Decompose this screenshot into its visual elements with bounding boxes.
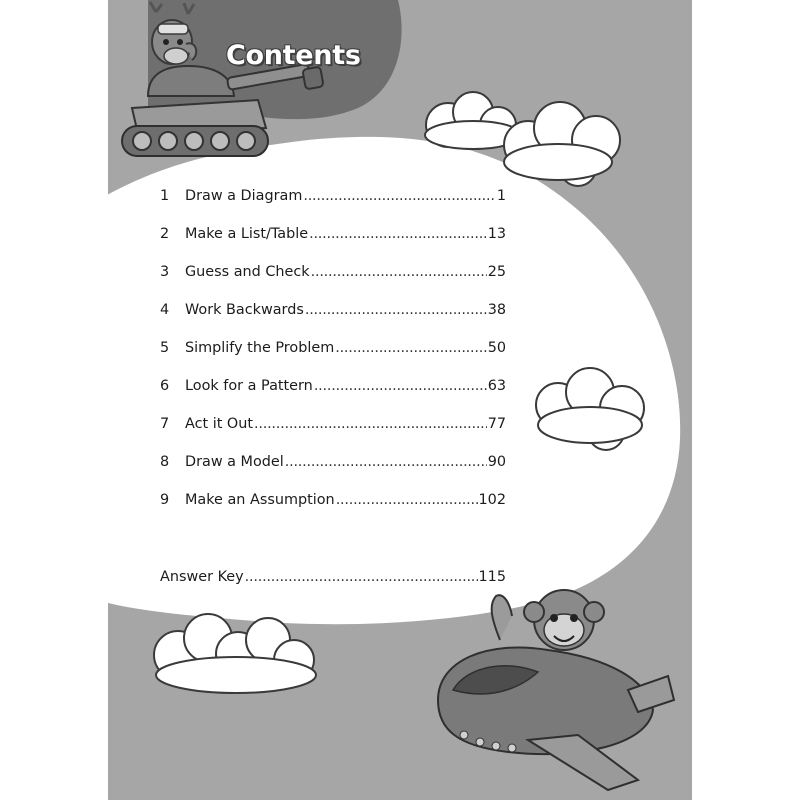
- monkey-in-airplane-icon: [438, 590, 674, 790]
- dot-leader: [245, 569, 478, 585]
- toc-page-number: 90: [487, 454, 506, 470]
- toc-label: Make a List/Table: [185, 226, 309, 242]
- dot-leader: [336, 492, 478, 508]
- toc-label: Work Backwards: [185, 302, 304, 318]
- toc-number: 8: [160, 454, 170, 470]
- dot-leader: [285, 454, 487, 470]
- toc-number: 1: [160, 188, 170, 204]
- toc-entry[interactable]: [160, 264, 506, 302]
- dot-leader: [309, 226, 487, 242]
- toc-number: 4: [160, 302, 170, 318]
- toc-page-number: 25: [487, 264, 506, 280]
- toc-page-number: 38: [487, 302, 506, 318]
- toc-label: Guess and Check: [185, 264, 310, 280]
- toc-entry[interactable]: [160, 226, 506, 264]
- toc-entry[interactable]: [160, 416, 506, 454]
- answer-key-label: Answer Key: [160, 569, 244, 585]
- toc-label: Draw a Model: [185, 454, 284, 470]
- toc-entry[interactable]: [160, 492, 506, 530]
- table-of-contents: [160, 188, 506, 530]
- dot-leader: [254, 416, 487, 432]
- dot-leader: [314, 378, 487, 394]
- page-title: Contents: [226, 40, 361, 71]
- answer-key-entry[interactable]: [160, 569, 506, 585]
- cloud-icon: [504, 102, 620, 186]
- toc-entry[interactable]: [160, 378, 506, 416]
- toc-number: 7: [160, 416, 170, 432]
- dot-leader: [303, 188, 496, 204]
- toc-number: 5: [160, 340, 170, 356]
- dot-leader: [335, 340, 486, 356]
- toc-entry[interactable]: [160, 340, 506, 378]
- toc-label: Draw a Diagram: [185, 188, 303, 204]
- toc-page-number: 63: [487, 378, 506, 394]
- toc-page-number: 77: [487, 416, 506, 432]
- toc-label: Make an Assumption: [185, 492, 335, 508]
- toc-number: 9: [160, 492, 170, 508]
- toc-label: Simplify the Problem: [185, 340, 335, 356]
- toc-number: 6: [160, 378, 170, 394]
- toc-entry[interactable]: [160, 188, 506, 226]
- contents-page: [108, 0, 692, 800]
- answer-key-page-number: 115: [478, 569, 506, 585]
- toc-entry[interactable]: [160, 302, 506, 340]
- toc-page-number: 13: [487, 226, 506, 242]
- cloud-icon: [154, 614, 316, 693]
- toc-page-number: 1: [496, 188, 506, 204]
- toc-number: 3: [160, 264, 170, 280]
- toc-label: Act it Out: [185, 416, 254, 432]
- dot-leader: [305, 302, 487, 318]
- toc-label: Look for a Pattern: [185, 378, 313, 394]
- toc-number: 2: [160, 226, 170, 242]
- dot-leader: [311, 264, 487, 280]
- toc-page-number: 102: [478, 492, 506, 508]
- toc-page-number: 50: [487, 340, 506, 356]
- toc-entry[interactable]: [160, 454, 506, 492]
